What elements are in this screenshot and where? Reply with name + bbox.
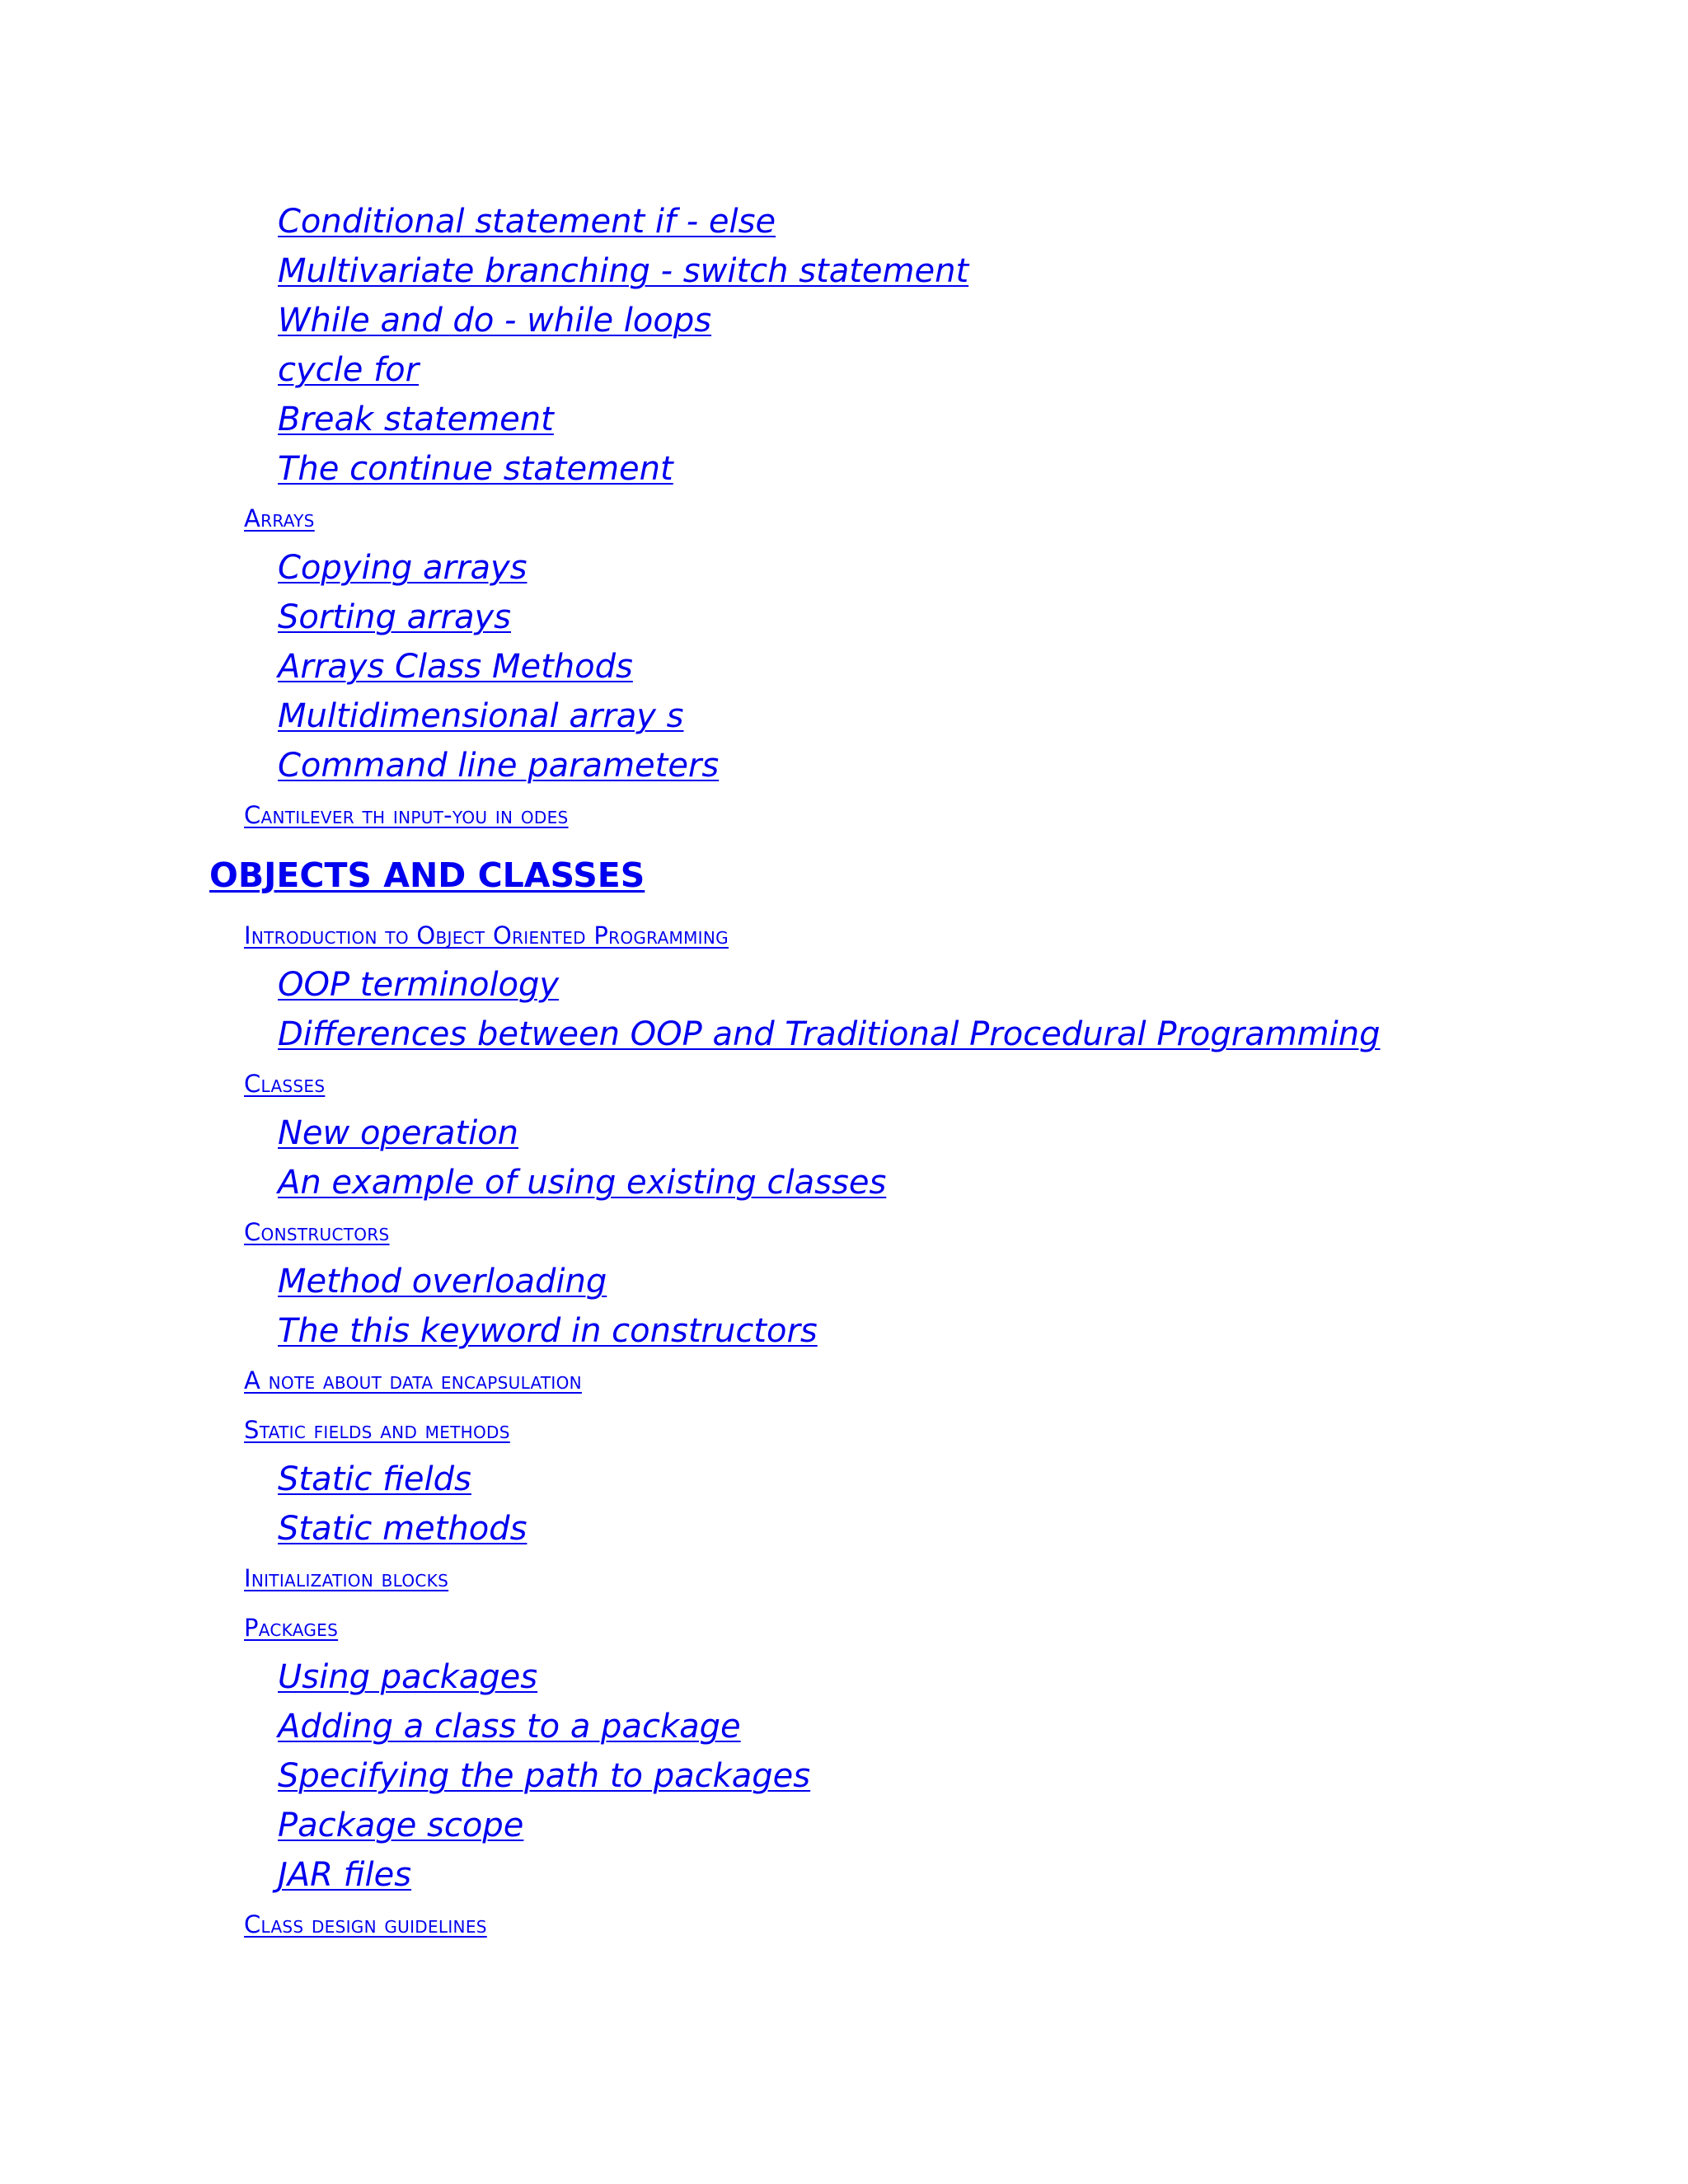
toc-link-packages[interactable]: Packages — [244, 1614, 339, 1642]
toc-link-constructors[interactable]: Constructors — [244, 1218, 390, 1246]
toc-link-oop-vs-procedural[interactable]: Differences between OOP and Traditional Procedural Programming — [278, 1015, 1381, 1053]
toc-link-break-statement[interactable]: Break statement — [278, 401, 554, 438]
toc-link-copying-arrays[interactable]: Copying arrays — [278, 549, 528, 587]
toc-link-this-keyword[interactable]: The this keyword in constructors — [278, 1312, 818, 1350]
toc-link-oop-terminology[interactable]: OOP terminology — [278, 966, 560, 1004]
toc-link-switch-statement[interactable]: Multivariate branching - switch statement — [278, 252, 969, 290]
toc-link-while-loops[interactable]: While and do - while loops — [278, 302, 712, 340]
toc-link-intro-oop[interactable]: Introduction to Object Oriented Programming — [244, 921, 729, 949]
toc-link-objects-and-classes[interactable]: OBJECTS AND CLASSES — [209, 855, 645, 895]
toc-link-existing-classes-example[interactable]: An example of using existing classes — [278, 1164, 887, 1202]
toc-link-static-fields-methods[interactable]: Static fields and methods — [244, 1416, 510, 1444]
toc-link-using-packages[interactable]: Using packages — [278, 1658, 538, 1696]
toc-link-path-to-packages[interactable]: Specifying the path to packages — [278, 1757, 811, 1795]
toc-link-classes[interactable]: Classes — [244, 1070, 326, 1098]
toc-link-arrays[interactable]: Arrays — [244, 504, 315, 532]
toc-link-data-encapsulation[interactable]: A note about data encapsulation — [244, 1366, 582, 1394]
toc-link-new-operation[interactable]: New operation — [278, 1114, 519, 1152]
toc-link-sorting-arrays[interactable]: Sorting arrays — [278, 598, 511, 636]
toc-link-arrays-class-methods[interactable]: Arrays Class Methods — [278, 648, 633, 686]
toc-link-initialization-blocks[interactable]: Initialization blocks — [244, 1564, 449, 1592]
toc-link-adding-class-to-package[interactable]: Adding a class to a package — [278, 1708, 741, 1746]
toc-link-multidimensional-arrays[interactable]: Multidimensional array s — [278, 697, 684, 735]
toc-link-jar-files[interactable]: JAR files — [278, 1856, 412, 1894]
toc-link-class-design-guidelines[interactable]: Class design guidelines — [244, 1910, 487, 1938]
toc-link-conditional-if-else[interactable]: Conditional statement if - else — [278, 203, 776, 241]
toc-link-cycle-for[interactable]: cycle for — [278, 351, 420, 389]
toc-link-static-fields[interactable]: Static fields — [278, 1460, 471, 1498]
toc-link-package-scope[interactable]: Package scope — [278, 1807, 524, 1844]
toc-link-method-overloading[interactable]: Method overloading — [278, 1263, 607, 1301]
toc-link-command-line-parameters[interactable]: Command line parameters — [278, 747, 720, 785]
toc-link-cantilever-input-odes[interactable]: Cantilever th input-you in odes — [244, 801, 569, 829]
toc-link-static-methods[interactable]: Static methods — [278, 1510, 528, 1548]
toc-link-continue-statement[interactable]: The continue statement — [278, 450, 673, 488]
